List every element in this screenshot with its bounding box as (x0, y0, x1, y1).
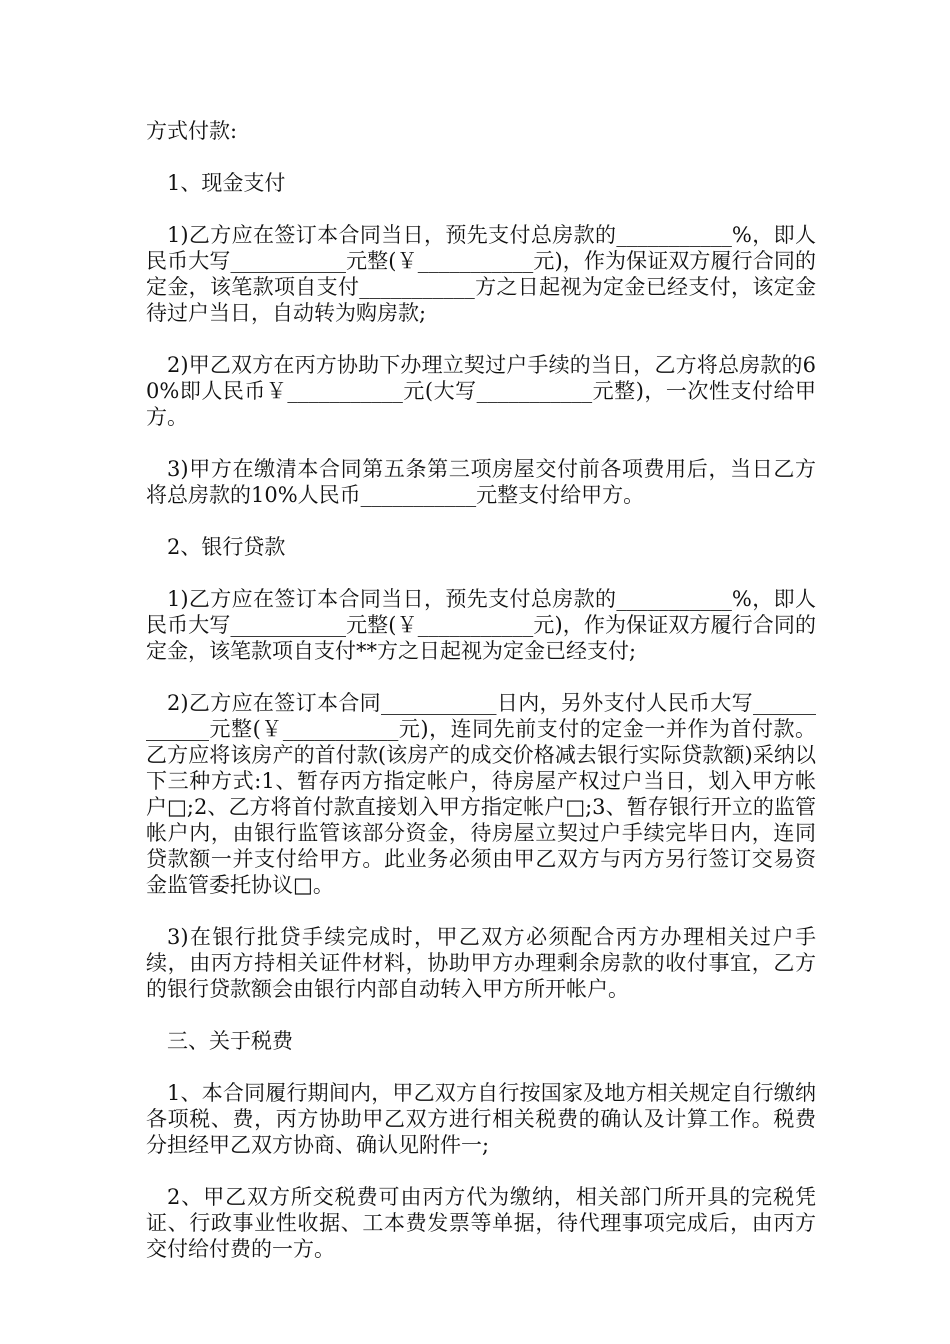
bank-loan-clause-1: 1)乙方应在签订本合同当日，预先支付总房款的___________%，即人民币大写___________元整(￥___________元)，作为保证双方履行合同的定金，该笔款项自支付**方之日起视为定金已经支付; (146, 587, 816, 663)
bank-loan-clause-2: 2)乙方应在签订本合同___________日内，另外支付人民币大写____________元整(￥___________元)，连同先前支付的定金一并作为首付款。乙方应将该房产的首付款(该房产的成交价格减去银行实际贷款额)采纳以下三种方式:1、暂存丙方指定帐户，待房屋产权过户当日，划入甲方帐户□;2、乙方将首付款直接划入甲方指定帐户□;3、暂存银行开立的监管帐户内，由银行监管该部分资金，待房屋立契过户手续完毕日内，连同贷款额一并支付给甲方。此业务必须由甲乙双方与丙方另行签订交易资金监管委托协议□。 (146, 691, 816, 897)
section-taxes-heading: 三、关于税费 (167, 1029, 293, 1053)
cash-payment-clause-1: 1)乙方应在签订本合同当日，预先支付总房款的___________%，即人民币大写___________元整(￥___________元)，作为保证双方履行合同的定金，该笔款项自支付___________方之日起视为定金已经支付，该定金待过户当日，自动转为购房款; (146, 223, 816, 325)
cash-payment-clause-2: 2)甲乙双方在丙方协助下办理立契过户手续的当日，乙方将总房款的60%即人民币￥___________元(大写___________元整)，一次性支付给甲方。 (146, 353, 816, 429)
taxes-clause-1: 1、本合同履行期间内，甲乙双方自行按国家及地方相关规定自行缴纳各项税、费，丙方协助甲乙双方进行相关税费的确认及计算工作。税费分担经甲乙双方协商、确认见附件一; (146, 1081, 816, 1157)
section-bank-loan-heading: 2、银行贷款 (167, 535, 286, 559)
taxes-clause-2: 2、甲乙双方所交税费可由丙方代为缴纳，相关部门所开具的完税凭证、行政事业性收据、工本费发票等单据，待代理事项完成后，由丙方交付给付费的一方。 (146, 1185, 816, 1261)
section-cash-payment-heading: 1、现金支付 (167, 171, 286, 195)
bank-loan-clause-3: 3)在银行批贷手续完成时，甲乙双方必须配合丙方办理相关过户手续，由丙方持相关证件材料，协助甲方办理剩余房款的收付事宜，乙方的银行贷款额会由银行内部自动转入甲方所开帐户。 (146, 925, 816, 1001)
payment-method-intro: 方式付款: (146, 119, 238, 143)
cash-payment-clause-3: 3)甲方在缴清本合同第五条第三项房屋交付前各项费用后，当日乙方将总房款的10%人民币___________元整支付给甲方。 (146, 457, 816, 507)
document-body (146, 118, 816, 1288)
